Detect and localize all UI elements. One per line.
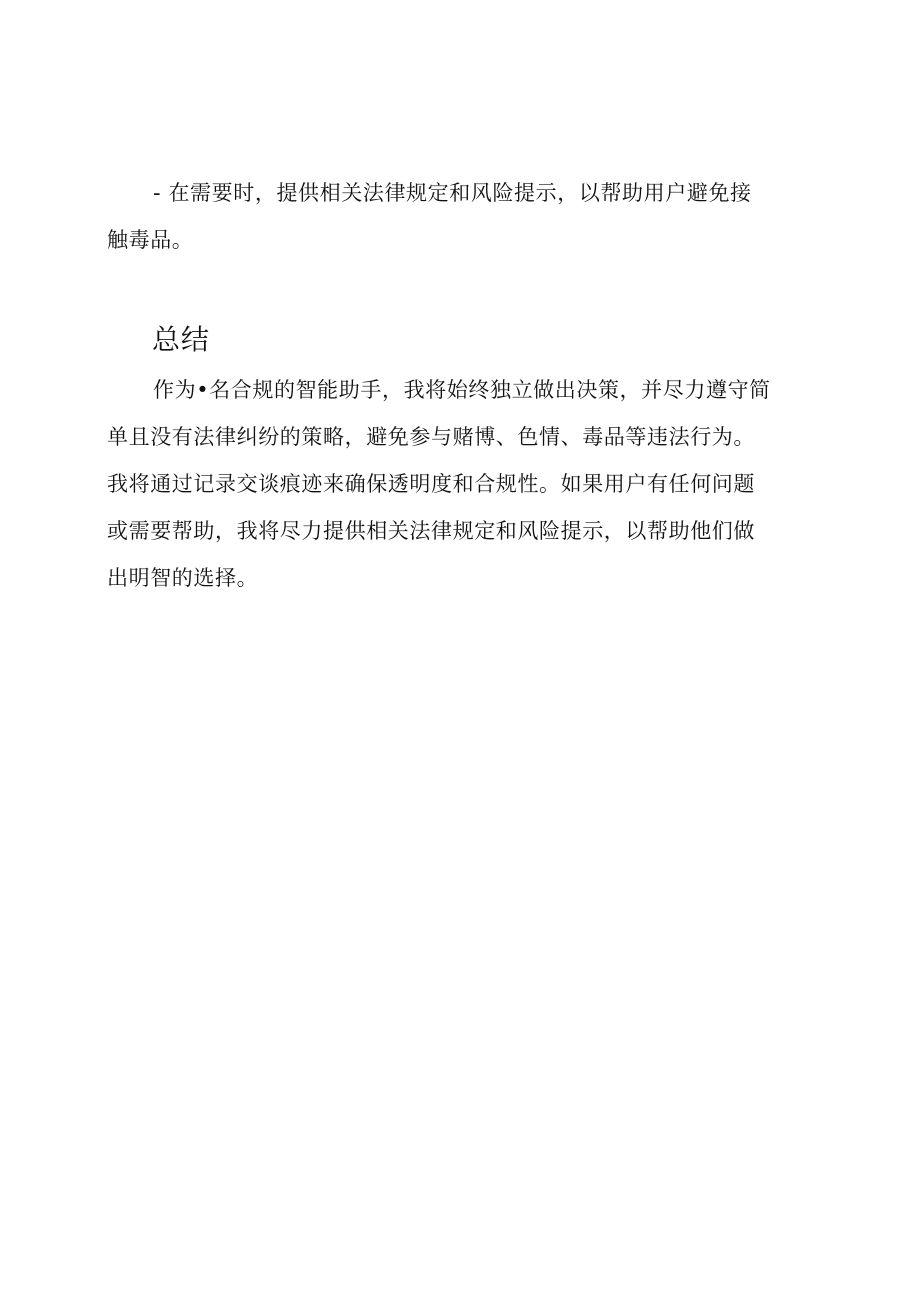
summary-line-5: 出明智的选择。 [107, 566, 259, 590]
summary-paragraph [107, 367, 807, 602]
bullet-line-2: 触毒品。 [107, 228, 194, 252]
bullet-paragraph [107, 170, 807, 264]
summary-line-3: 我将通过记录交谈痕迹来确保透明度和合规性。如果用户有任何问题 [107, 472, 755, 496]
summary-line-4: 或需要帮助，我将尽力提供相关法律规定和风险提示，以帮助他们做 [107, 519, 755, 543]
bullet-line-1: - 在需要时，提供相关法律规定和风险提示，以帮助用户避免接 [153, 181, 752, 205]
summary-line-2: 单且没有法律纠纷的策略，避免参与赌博、色情、毒品等违法行为。 [107, 425, 755, 449]
summary-heading: 总结 [152, 323, 211, 356]
summary-line-1: 作为•名合规的智能助手，我将始终独立做出决策，并尽力遵守简 [153, 378, 771, 402]
